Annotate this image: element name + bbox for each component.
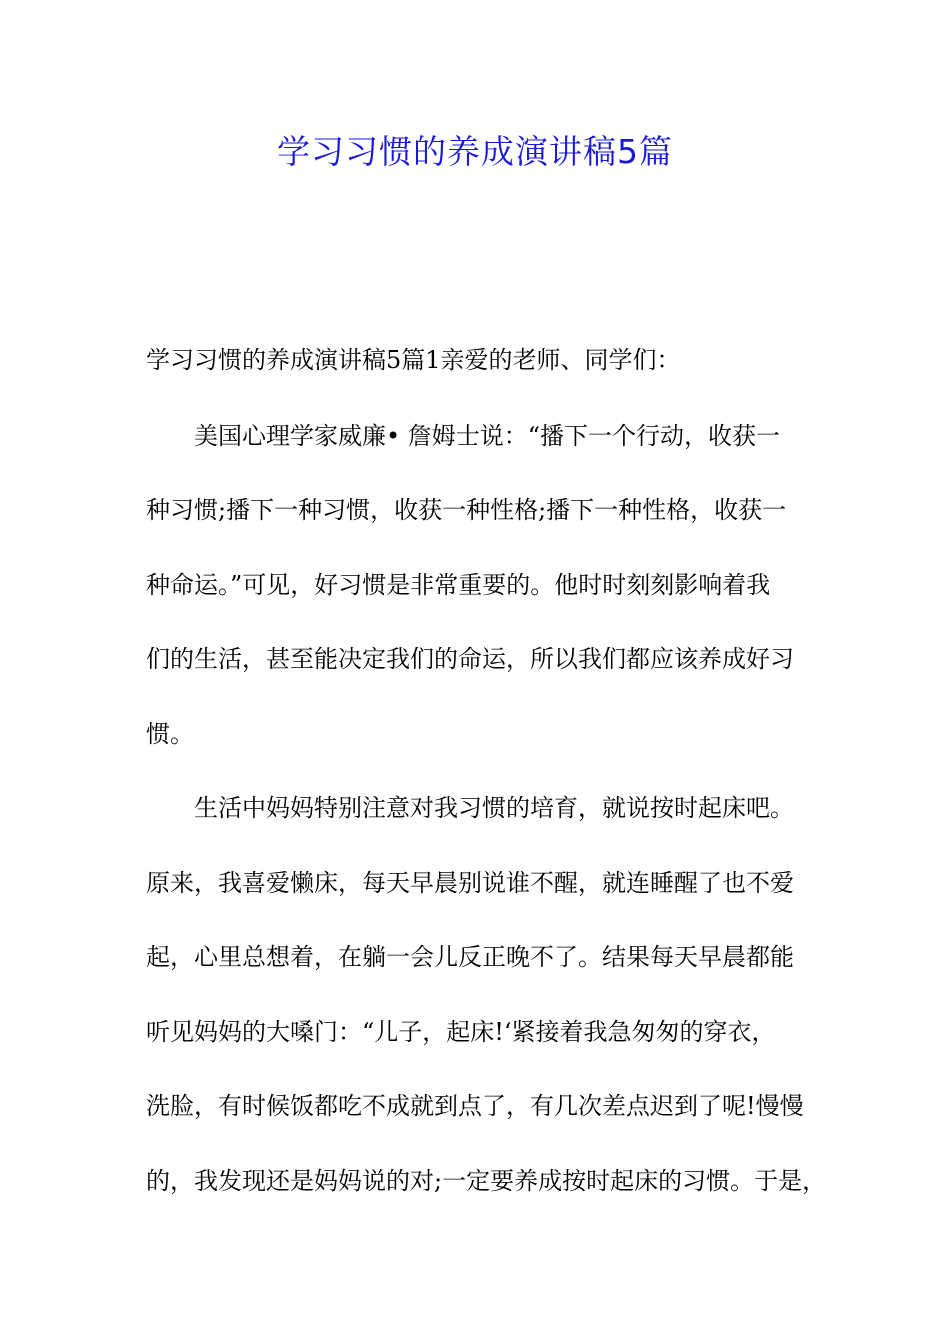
text-line: 原来，我喜爱懒床，每天早晨别说谁不醒，就连睡醒了也不爱 (146, 869, 794, 897)
text-line: 的，我发现还是妈妈说的对;一定要养成按时起床的习惯。于是， (146, 1167, 827, 1195)
text-line: 们的生活，甚至能决定我们的命运，所以我们都应该养成好习 (146, 645, 794, 673)
text-line: 生活中妈妈特别注意对我习惯的培育，就说按时起床吧。 (194, 794, 794, 822)
text-line: 听见妈妈的大嗓门：“儿子，起床!‘紧接着我急匆匆的穿衣， (146, 1018, 776, 1046)
text-line: 学习习惯的养成演讲稿5篇1亲爱的老师、同学们： (146, 346, 681, 374)
text-line: 种习惯;播下一种习惯，收获一种性格;播下一种性格，收获一 (146, 496, 787, 524)
text-line: 洗脸，有时候饭都吃不成就到点了，有几次差点迟到了呢!慢慢 (146, 1092, 804, 1120)
document-title: 学习习惯的养成演讲稿5篇 (277, 132, 673, 171)
text-line: 惯。 (146, 720, 194, 748)
text-line: 起，心里总想着，在躺一会儿反正晚不了。结果每天早晨都能 (146, 943, 794, 971)
text-line: 种命运。”可见，好习惯是非常重要的。他时时刻刻影响着我 (146, 571, 771, 599)
text-line: 美国心理学家威廉• 詹姆士说：“播下一个行动，收获一 (194, 422, 781, 450)
